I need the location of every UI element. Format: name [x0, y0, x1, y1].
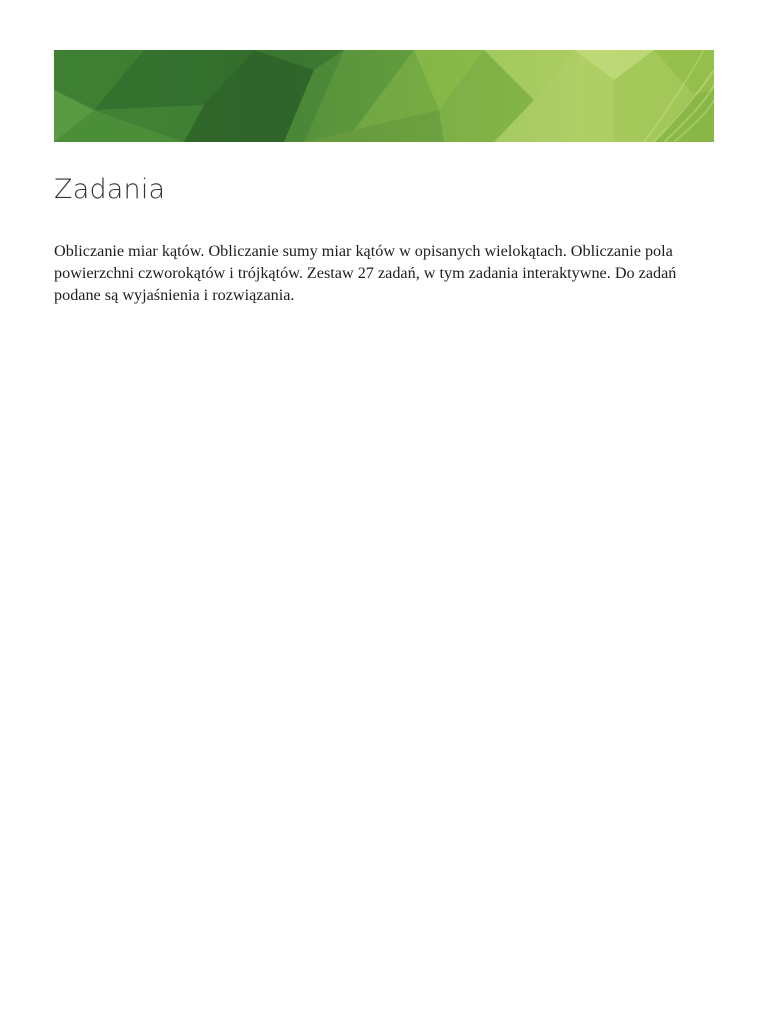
polygon-banner-image	[54, 50, 714, 142]
header-banner	[54, 50, 714, 142]
page-title: Zadania	[54, 174, 166, 205]
description-text: Obliczanie miar kątów. Obliczanie sumy miar kątów w opisanych wielokątach. Obliczanie pola powierzchni czworokątów i trójkątów. Zestaw 27 zadań, w tym zadania interaktywne. Do zadań podane są wyjaśnienia i rozwiązania.	[54, 242, 677, 304]
